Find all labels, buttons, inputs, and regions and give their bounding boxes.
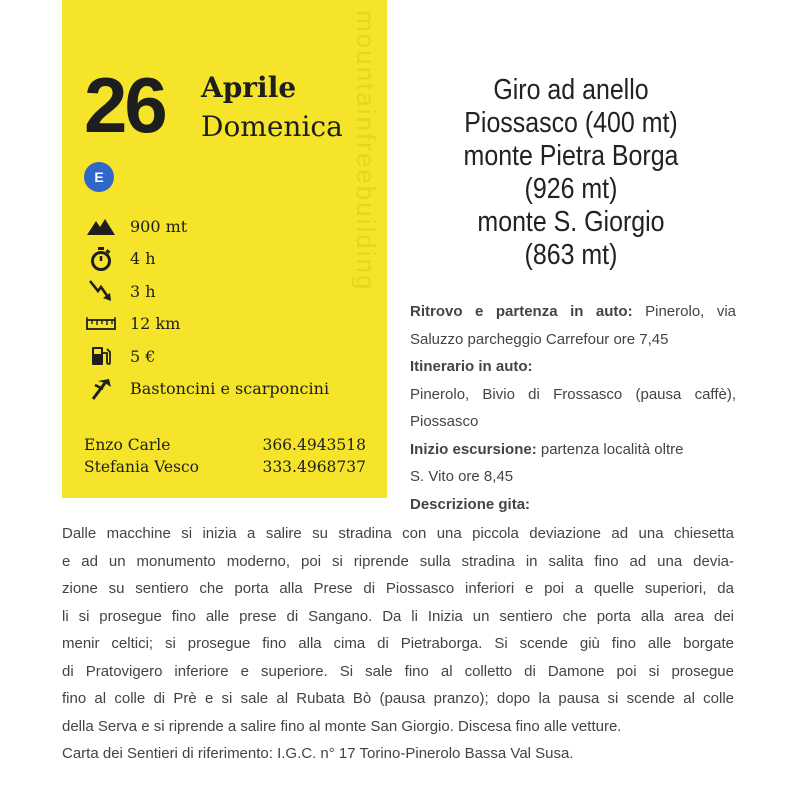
description-line: Carta dei Sentieri di riferimento: I.G.C. n° 17 Torino-Pinerolo Bassa Val Susa. — [62, 745, 574, 762]
info-row-duration — [86, 243, 376, 276]
month-label: Aprile — [201, 71, 297, 104]
distance-value: 12 km — [130, 314, 181, 334]
start-label: Inizio escursione: — [410, 440, 537, 458]
description-line: menir celtici; si prosegue fino alla cima di Pietraborga. Si scende giù fino alle borgate — [62, 635, 734, 652]
contacts — [84, 434, 366, 478]
description-line: li si prosegue fino alle prese di Sangano. Da li Inizia un sentiero che porta alla area dei — [62, 607, 734, 625]
contact-name: Enzo Carle — [84, 436, 171, 454]
descent-value: 3 h — [130, 281, 156, 301]
info-panel — [62, 0, 387, 498]
description-text — [62, 520, 734, 768]
meeting-label: Ritrovo e partenza in auto: — [410, 303, 633, 320]
info-list — [86, 210, 376, 405]
watermark-text: mountainfreebuilding — [351, 10, 381, 292]
info-row-cost — [86, 340, 376, 373]
description-line: zione su sentiero che porta alla Prese di Piossasco inferiori e poi a quelle superiori, da — [62, 580, 734, 597]
elevation-value: 900 mt — [130, 216, 188, 236]
title-line: monte S. Giorgio — [477, 206, 665, 238]
info-row-equipment — [86, 373, 376, 406]
duration-value: 4 h — [130, 249, 156, 269]
itinerary-text-cont: Piossasco — [410, 413, 479, 430]
info-row-descent — [86, 275, 376, 308]
info-row-distance — [86, 308, 376, 341]
title-line: monte Pietra Borga — [463, 140, 679, 172]
cost-value: 5 € — [130, 346, 156, 366]
info-row-elevation — [86, 210, 376, 243]
meeting-text: Pinerolo, via — [645, 303, 737, 320]
descent-arrow-icon — [86, 279, 116, 303]
excursion-title — [431, 74, 711, 272]
description-line: Dalle macchine si inizia a salire su stradina con una piccola deviazione ad una chiesetta — [62, 525, 734, 542]
fuel-pump-icon — [86, 344, 116, 368]
mountain-icon — [86, 214, 116, 238]
title-line: Giro ad anello — [493, 74, 649, 106]
day-number: 26 — [84, 61, 165, 149]
itinerary-label: Itinerario in auto: — [410, 358, 533, 375]
weekday-label: Domenica — [201, 110, 343, 143]
contact-row — [84, 434, 366, 456]
stopwatch-icon — [86, 247, 116, 271]
equipment-value: Bastoncini e scarponcini — [130, 379, 330, 399]
contact-phone: 366.4943518 — [262, 436, 366, 454]
description-line: e ad un monumento moderno, poi si riprende sulla stradina in salita fino ad una devia- — [62, 552, 734, 570]
itinerary-text: Pinerolo, Bivio di Frossasco (pausa caffè), — [410, 385, 736, 403]
meeting-text-cont: Saluzzo parcheggio Carrefour ore 7,45 — [410, 330, 669, 348]
trip-details — [410, 298, 736, 518]
ice-axe-icon — [86, 377, 116, 401]
start-text: partenza località oltre — [540, 440, 684, 458]
description-line: di Pratovigero inferiore e superiore. Si sale fino al colletto di Damone poi si prosegue — [62, 662, 734, 680]
meeting-line — [410, 298, 736, 326]
title-line: Piossasco (400 mt) — [464, 107, 678, 139]
contact-phone: 333.4968737 — [262, 458, 366, 476]
description-label: Descrizione gita: — [410, 495, 531, 513]
contact-row — [84, 456, 366, 478]
title-line: (863 mt) — [524, 239, 618, 271]
ruler-icon — [86, 312, 116, 336]
difficulty-badge: E — [84, 162, 114, 192]
start-text-cont: S. Vito ore 8,45 — [410, 468, 514, 485]
contact-name: Stefania Vesco — [84, 458, 200, 476]
start-line — [410, 436, 736, 464]
description-line: della Serva e si riprende a salire fino al monte San Giorgio. Discesa fino alle vetture. — [62, 717, 622, 735]
description-line: fino al colle di Prè e si sale al Rubata Bò (pausa pranzo); dopo la pausa si scende al colle — [62, 690, 734, 707]
title-line: (926 mt) — [524, 173, 618, 205]
